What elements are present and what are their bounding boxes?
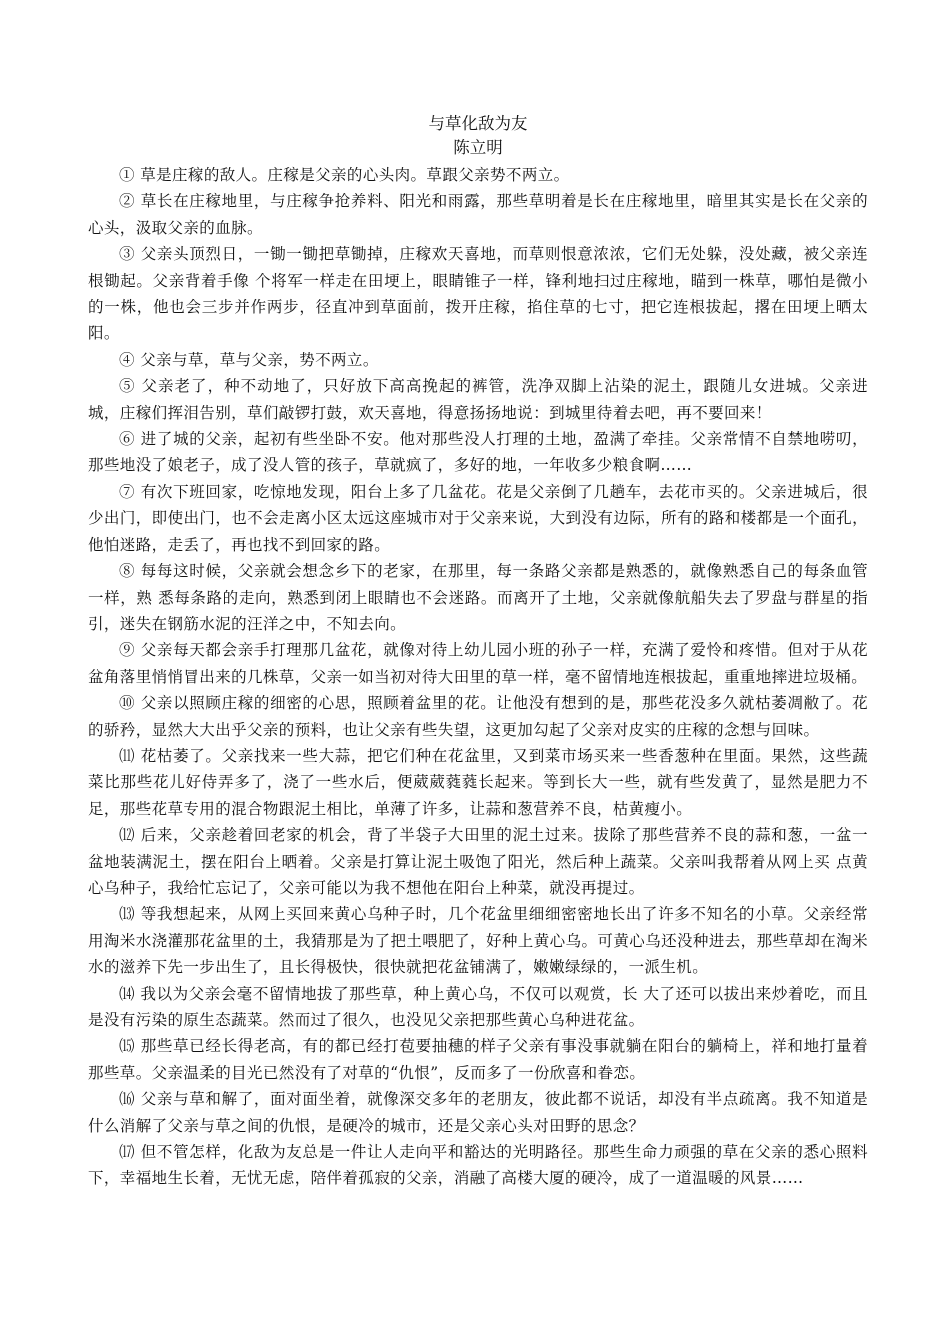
article-paragraph: ⑥ 进了城的父亲，起初有些坐卧不安。他对那些没人打理的土地，盈满了牵挂。父亲常情不自禁地唠叨，那些地没了娘老子，成了没人管的孩子，草就疯了，多好的地，一年收多少粮食啊…… [88,430,868,475]
article-paragraph: ⑨ 父亲每天都会亲手打理那几盆花，就像对待上幼儿园小班的孙子一样，充满了爱怜和疼惜。但对于从花盆角落里悄悄冒出来的几株草，父亲一如当初对待大田里的草一样，毫不留情地连根拔起，重重地摔进垃圾桶。 [88,641,868,686]
article-paragraph: ⑦ 有次下班回家，吃惊地发现，阳台上多了几盆花。花是父亲倒了几趟车，去花市买的。父亲进城后，很少出门，即使出门，也不会走离小区太远这座城市对于父亲来说，大到没有边际，所有的路和楼都是一个面孔，他怕迷路，走丢了，再也找不到回家的路。 [88,482,868,554]
article-paragraph: ② 草长在庄稼地里，与庄稼争抢养料、阳光和雨露，那些草明着是长在庄稼地里，暗里其实是长在父亲的心头，汲取父亲的血脉。 [88,192,868,237]
article-paragraph: ⒀ 等我想起来，从网上买回来黄心乌种子时，几个花盆里细细密密地长出了许多不知名的小草。父亲经常用淘米水浇灌那花盆里的土，我猜那是为了把土喂肥了，好种上黄心乌。可黄心乌还没种进去，那些草却在淘米水的滋养下先一步出生了，且长得极快，很快就把花盆铺满了，嫩嫩绿绿的，一派生机。 [88,905,868,977]
article-paragraph: ⒂ 那些草已经长得老高，有的都已经打苞要抽穗的样子父亲有事没事就躺在阳台的躺椅上，祥和地打量着那些草。父亲温柔的目光已然没有了对草的“仇恨”，反而多了一份欣喜和眷恋。 [88,1037,868,1082]
article-paragraph: ① 草是庄稼的敌人。庄稼是父亲的心头肉。草跟父亲势不两立。 [119,166,570,184]
article-paragraph: ⒁ 我以为父亲会毫不留情地拔了那些草，种上黄心乌，不仅可以观赏，长 大了还可以拔出来炒着吃，而且是没有污染的原生态蔬菜。然而过了很久，也没见父亲把那些黄心乌种进花盆。 [88,984,868,1029]
article-author: 陈立明 [453,138,503,157]
document-page [88,112,868,1192]
article-paragraph: ⑿ 后来，父亲趁着回老家的机会，背了半袋子大田里的泥土过来。拔除了那些营养不良的蒜和葱，一盆一盆地装满泥土，摆在阳台上晒着。父亲是打算让泥土吸饱了阳光，然后种上蔬菜。父亲叫我帮着从网上买 点黄心乌种子，我给忙忘记了，父亲可能以为我不想他在阳台上种菜，就没再提过。 [88,826,868,897]
article-title: 与草化敌为友 [428,114,528,133]
article-paragraph: ⑾ 花枯萎了。父亲找来一些大蒜，把它们种在花盆里，又到菜市场买来一些香葱种在里面。果然，这些蔬菜比那些花儿好侍弄多了，浇了一些水后，便葳葳蕤蕤长起来。等到长大一些，就有些发黄了，显然是肥力不足，那些花草专用的混合物跟泥土相比，单薄了许多，让蒜和葱营养不良，枯黄瘦小。 [88,746,868,818]
article-paragraph: ⑤ 父亲老了，种不动地了，只好放下高高挽起的裤管，洗净双脚上沾染的泥土，跟随儿女进城。父亲进城，庄稼们挥泪告别，草们敲锣打鼓，欢天喜地，得意扬扬地说：到城里待着去吧，再不要回来！ [88,377,868,422]
article-paragraph: ⒃ 父亲与草和解了，面对面坐着，就像深交多年的老朋友，彼此都不说话，却没有半点疏离。我不知道是什么消解了父亲与草之间的仇恨，是硬冷的城市，还是父亲心头对田野的思念？ [88,1090,868,1135]
article-body [88,162,868,1192]
article-paragraph: ⑩ 父亲以照顾庄稼的细密的心思，照顾着盆里的花。让他没有想到的是，那些花没多久就枯萎凋敝了。花的骄矜，显然大大出乎父亲的预料，也让父亲有些失望，这更加勾起了父亲对皮实的庄稼的念想与回味。 [88,694,868,739]
article-paragraph: ③ 父亲头顶烈日，一锄一锄把草锄掉，庄稼欢天喜地，而草则恨意浓浓，它们无处躲，没处藏，被父亲连根锄起。父亲背着手像 个将军一样走在田埂上，眼睛锥子一样，锋利地扫过庄稼地，瞄到一株草，哪怕是微小的一株，他也会三步并作两步，径直冲到草面前，拨开庄稼，掐住草的七寸，把它连根拔起，撂在田埂上晒太阳。 [88,245,868,343]
article-paragraph: ⑧ 每每这时候，父亲就会想念乡下的老家，在那里，每一条路父亲都是熟悉的，就像熟悉自己的每条血管一样，熟 悉每条路的走向，熟悉到闭上眼睛也不会迷路。而离开了土地，父亲就像航船失去了罗盘与群星的指引，迷失在钢筋水泥的汪洋之中，不知去向。 [88,562,868,633]
article-paragraph: ⒄ 但不管怎样，化敌为友总是一件让人走向平和豁达的光明路径。那些生命力顽强的草在父亲的悉心照料下，幸福地生长着，无忧无虑，陪伴着孤寂的父亲，消融了高楼大厦的硬冷，成了一道温暖的风景…… [88,1143,868,1188]
article-paragraph: ④ 父亲与草，草与父亲，势不两立。 [119,350,379,369]
